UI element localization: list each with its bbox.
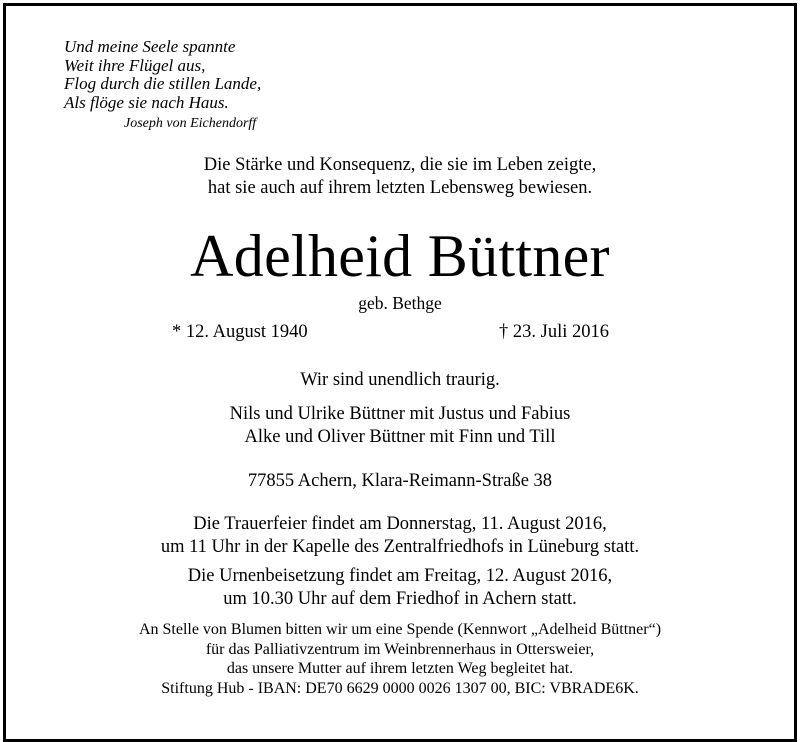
poem-line: Und meine Seele spannte — [64, 37, 236, 56]
poem — [64, 38, 261, 112]
quote-line: hat sie auch auf ihrem letzten Lebensweg bewiesen. — [207, 178, 593, 198]
maiden-name: geb. Bethge — [358, 293, 442, 313]
address: 77855 Achern, Klara-Reimann-Straße 38 — [247, 471, 553, 491]
mourning-text: Wir sind unendlich traurig. — [300, 370, 500, 390]
memorial-quote — [0, 154, 800, 200]
poem-line: Flog durch die stillen Lande, — [64, 74, 262, 93]
donation-line: An Stelle von Blumen bitten wir um eine Spende (Kennwort „Adelheid Büttner“) — [138, 621, 662, 638]
donation-line: für das Palliativzentrum im Weinbrennerhaus in Ottersweier, — [205, 640, 595, 658]
family-list — [0, 403, 800, 449]
family-line: Alke und Oliver Büttner mit Finn und Till — [244, 427, 556, 447]
donation-bank-line: Stiftung Hub - IBAN: DE70 6629 0000 0026 1307 00, BIC: VBRADE6K. — [161, 679, 639, 697]
poem-author: Joseph von Eichendorff — [124, 116, 257, 131]
poem-line: Als flöge sie nach Haus. — [64, 92, 229, 112]
urn-line: Die Urnenbeisetzung findet am Freitag, 12. August 2016, — [187, 566, 613, 586]
funeral-line: um 11 Uhr in der Kapelle des Zentralfriedhofs in Lüneburg statt. — [160, 536, 640, 557]
quote-line: Die Stärke und Konsequenz, die sie im Leben zeigte, — [203, 155, 597, 175]
poem-line: Weit ihre Flügel aus, — [64, 55, 206, 75]
funeral-line: Die Trauerfeier findet am Donnerstag, 11. August 2016, — [193, 514, 607, 534]
funeral-info — [0, 513, 800, 558]
donation-info — [0, 620, 800, 698]
family-line: Nils und Ulrike Büttner mit Justus und Fabius — [229, 404, 571, 424]
urn-burial-info — [0, 565, 800, 610]
donation-line: das unsere Mutter auf ihrem letzten Weg begleitet hat. — [226, 660, 574, 677]
urn-line: um 10.30 Uhr auf dem Friedhof in Achern statt. — [223, 588, 577, 609]
deceased-name: Adelheid Büttner — [190, 223, 610, 289]
death-date: † 23. Juli 2016 — [499, 322, 609, 342]
birth-date: * 12. August 1940 — [172, 322, 308, 342]
